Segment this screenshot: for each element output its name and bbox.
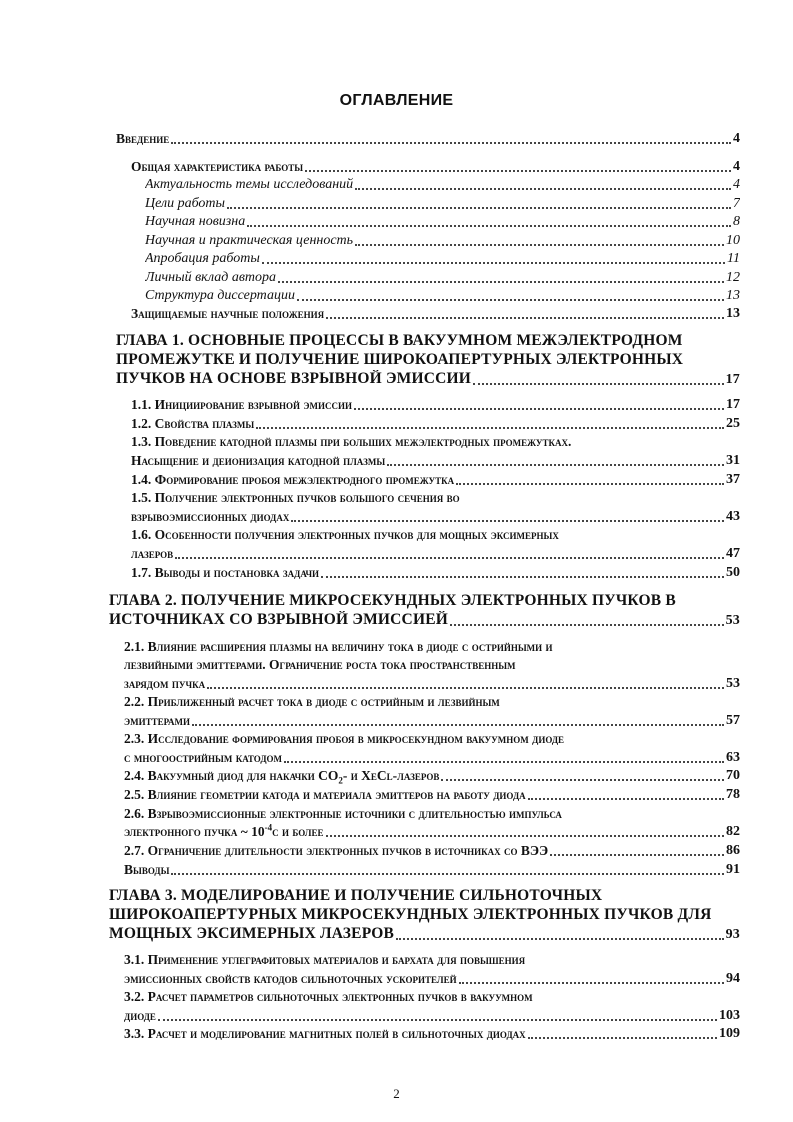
- toc-entry-relevance[interactable]: [145, 177, 740, 193]
- toc-entry-2-4[interactable]: [124, 768, 740, 784]
- toc-entry-label: с многоострийным катодом: [124, 750, 283, 765]
- toc-entry-2-2-line-1: 2.2. Приближенный расчет тока в диоде с острийным и лезвийным: [124, 694, 500, 709]
- toc-leader: [171, 132, 731, 144]
- toc-leader: [473, 373, 724, 385]
- toc-entry-page: 70: [726, 768, 740, 783]
- toc-leader: [227, 197, 731, 209]
- toc-entry-page: 43: [726, 509, 740, 524]
- toc-leader: [396, 928, 723, 940]
- toc-entry-chapter-2[interactable]: [109, 611, 740, 629]
- toc-leader: [528, 788, 724, 800]
- toc-entry-page: 13: [726, 288, 740, 303]
- page-number: 2: [393, 1086, 400, 1101]
- toc-entry-label: 1.4. Формирование пробоя межэлектродного промежутка: [131, 472, 455, 487]
- toc-entry-chapter-3[interactable]: [109, 925, 740, 943]
- toc-leader: [305, 160, 731, 172]
- toc-entry-page: 109: [719, 1026, 740, 1041]
- toc-entry-1-6-line-1: 1.6. Особенности получения электронных пучков для мощных эксимерных: [131, 527, 559, 542]
- toc-entry-label: ИСТОЧНИКАХ СО ВЗРЫВНОЙ ЭМИССИЕЙ: [109, 611, 448, 628]
- toc-entry-page: 17: [726, 397, 740, 412]
- toc-leader: [459, 972, 724, 984]
- toc-entry-3-2[interactable]: [124, 1008, 740, 1024]
- toc-entry-page: 17: [725, 372, 740, 387]
- toc-entry-page: 86: [726, 843, 740, 858]
- toc-entry-1-1[interactable]: [131, 397, 740, 413]
- toc-entry-2-1-line-1: 2.1. Влияние расширения плазмы на величину тока в диоде с острийными и: [124, 639, 553, 654]
- toc-entry-chapter-1[interactable]: [116, 370, 740, 388]
- toc-entry-label: Актуальность темы исследований: [145, 177, 354, 192]
- toc-entry-label-part: - и XeCl-лазеров: [342, 768, 440, 783]
- toc-entry-label: Научная новизна: [145, 214, 246, 229]
- toc-entry-1-2[interactable]: [131, 416, 740, 432]
- toc-entry-novelty[interactable]: [145, 214, 740, 230]
- toc-entry-page: 31: [726, 453, 740, 468]
- toc-entry-2-6-line-1: 2.6. Взрывоэмиссионные электронные источники с длительностью импульса: [124, 806, 562, 821]
- toc-entry-1-3[interactable]: [131, 453, 740, 469]
- toc-entry-page: 11: [727, 251, 740, 266]
- toc-entry-page: 25: [726, 416, 740, 431]
- toc-entry-2-5[interactable]: [124, 787, 740, 803]
- toc-leader: [278, 271, 724, 283]
- toc-entry-page: 37: [726, 472, 740, 487]
- toc-leader: [175, 547, 724, 559]
- toc-leader: [158, 1009, 717, 1021]
- toc-entry-label: Научная и практическая ценность: [145, 233, 354, 248]
- toc-entry-2-1-line-2: лезвийными эмиттерами. Ограничение роста тока пространственным: [124, 657, 516, 672]
- toc-leader: [207, 677, 724, 689]
- subscript: 2: [338, 775, 343, 784]
- toc-entry-label: Защищаемые научные положения: [131, 306, 325, 321]
- toc-entry-page: 93: [725, 927, 740, 942]
- chapter-3-title-line-1: ГЛАВА 3. МОДЕЛИРОВАНИЕ И ПОЛУЧЕНИЕ СИЛЬНОТОЧНЫХ: [109, 887, 603, 904]
- toc-entry-goals[interactable]: [145, 196, 740, 212]
- toc-entry-structure[interactable]: [145, 288, 740, 304]
- toc-leader: [321, 566, 724, 578]
- toc-entry-label: диоде: [124, 1008, 156, 1023]
- toc-entry-3-3[interactable]: [124, 1026, 740, 1042]
- chapter-1-title-line-2: ПРОМЕЖУТКЕ И ПОЛУЧЕНИЕ ШИРОКОАПЕРТУРНЫХ ЭЛЕКТРОННЫХ: [116, 351, 684, 368]
- toc-entry-label: 1.7. Выводы и постановка задачи: [131, 565, 320, 580]
- toc-entry-label-part: 2.4. Вакуумный диод для накачки CO: [124, 768, 339, 783]
- page-title: ОГЛАВЛЕНИЕ: [339, 92, 454, 109]
- toc-entry-label: зарядом пучка: [124, 676, 206, 691]
- toc-entry-page: 4: [733, 177, 740, 192]
- toc-entry-page: 57: [726, 713, 740, 728]
- toc-entry-1-4[interactable]: [131, 472, 740, 488]
- toc-entry-label: 3.3. Расчет и моделирование магнитных полей в сильноточных диодах: [124, 1026, 526, 1041]
- toc-entry-1-6[interactable]: [131, 546, 740, 562]
- toc-entry-1-5-line-1: 1.5. Получение электронных пучков большого сечения во: [131, 490, 460, 505]
- toc-leader: [171, 863, 724, 875]
- toc-entry-page: 13: [726, 306, 740, 321]
- chapter-1-title-line-1: ГЛАВА 1. ОСНОВНЫЕ ПРОЦЕССЫ В ВАКУУМНОМ МЕЖЭЛЕКТРОДНОМ: [116, 332, 683, 349]
- toc-entry-2-7[interactable]: [124, 843, 740, 859]
- toc-entry-introduction[interactable]: [116, 131, 740, 147]
- toc-entry-page: 4: [733, 131, 740, 146]
- toc-entry-label: 2.7. Ограничение длительности электронных пучков в источниках со ВЭЭ: [124, 843, 549, 858]
- chapter-2-title-line-1: ГЛАВА 2. ПОЛУЧЕНИЕ МИКРОСЕКУНДНЫХ ЭЛЕКТРОННЫХ ПУЧКОВ В: [109, 592, 676, 609]
- toc-entry-approbation[interactable]: [145, 251, 740, 267]
- toc-entry-label: Насыщение и деионизация катодной плазмы: [131, 453, 386, 468]
- toc-leader: [291, 510, 724, 522]
- toc-entry-page: 94: [726, 971, 740, 986]
- toc-entry-2-3-line-1: 2.3. Исследование формирования пробоя в микросекундном вакуумном диоде: [124, 731, 565, 746]
- toc-entry-1-5[interactable]: [131, 509, 740, 525]
- toc-entry-defended-positions[interactable]: [131, 306, 740, 322]
- toc-entry-label: лазеров: [131, 546, 174, 561]
- toc-entry-page: 7: [733, 196, 740, 211]
- toc-entry-3-1[interactable]: [124, 971, 740, 987]
- toc-entry-label: Цели работы: [145, 196, 226, 211]
- toc-leader: [284, 751, 724, 763]
- toc-entry-page: 63: [726, 750, 740, 765]
- toc-leader: [297, 289, 724, 301]
- chapter-3-title-line-2: ШИРОКОАПЕРТУРНЫХ МИКРОСЕКУНДНЫХ ЭЛЕКТРОННЫХ ПУЧКОВ ДЛЯ: [109, 906, 712, 923]
- toc-entry-label: [124, 824, 324, 840]
- toc-leader: [326, 825, 724, 837]
- toc-entry-overview[interactable]: [131, 159, 740, 175]
- toc-entry-2-conclusions[interactable]: [124, 862, 740, 878]
- toc-entry-page: 12: [726, 270, 740, 285]
- toc-leader: [354, 398, 724, 410]
- toc-entry-3-2-line-1: 3.2. Расчет параметров сильноточных электронных пучков в вакуумном: [124, 989, 533, 1004]
- toc-entry-2-2[interactable]: [124, 713, 740, 729]
- toc-leader: [355, 178, 731, 190]
- toc-entry-label: Апробация работы: [145, 251, 260, 266]
- toc-entry-page: 78: [726, 787, 740, 802]
- toc-entry-page: 4: [733, 159, 740, 174]
- toc-entry-label: эмиттерами: [124, 713, 190, 728]
- toc-leader: [441, 769, 724, 781]
- toc-entry-1-3-line-1: 1.3. Поведение катодной плазмы при больших межэлектродных промежутках.: [131, 434, 572, 449]
- toc-entry-page: 53: [725, 613, 740, 628]
- toc-entry-label: Введение: [116, 131, 170, 146]
- toc-leader: [326, 307, 724, 319]
- toc-leader: [387, 454, 724, 466]
- toc-entry-page: 47: [726, 546, 740, 561]
- toc-entry-page: 10: [726, 233, 740, 248]
- toc-entry-2-1[interactable]: [124, 676, 740, 692]
- toc-entry-label: эмиссионных свойств катодов сильноточных ускорителей: [124, 971, 457, 986]
- toc-leader: [355, 234, 724, 246]
- toc-entry-label: [124, 768, 439, 784]
- toc-entry-label: 2.5. Влияние геометрии катода и материала эмиттеров на работу диода: [124, 787, 526, 802]
- toc-entry-label: Структура диссертации: [145, 288, 295, 303]
- toc-leader: [528, 1027, 717, 1039]
- toc-entry-label: взрывоэмиссионных диодах: [131, 509, 290, 524]
- toc-entry-label: ПУЧКОВ НА ОСНОВЕ ВЗРЫВНОЙ ЭМИССИИ: [116, 370, 472, 387]
- toc-entry-label: Выводы: [124, 862, 170, 877]
- toc-entry-label-part: с и более: [272, 824, 324, 839]
- toc-entry-page: 91: [726, 862, 740, 877]
- toc-entry-page: 53: [726, 676, 740, 691]
- toc-leader: [456, 473, 724, 485]
- toc-entry-value[interactable]: [145, 233, 740, 249]
- toc-leader: [550, 844, 724, 856]
- toc-entry-page: 8: [733, 214, 740, 229]
- superscript: -4: [264, 824, 273, 833]
- toc-entry-label: МОЩНЫХ ЭКСИМЕРНЫХ ЛАЗЕРОВ: [109, 925, 395, 942]
- toc-leader: [450, 614, 724, 626]
- toc-entry-1-7[interactable]: [131, 565, 740, 581]
- toc-entry-2-6[interactable]: [124, 824, 740, 840]
- toc-entry-label: 1.1. Инициирование взрывной эмиссии: [131, 397, 352, 412]
- toc-leader: [262, 252, 725, 264]
- toc-entry-page: 82: [726, 824, 740, 839]
- toc-leader: [247, 215, 731, 227]
- toc-leader: [192, 714, 724, 726]
- toc-entry-label: Общая характеристика работы: [131, 159, 304, 174]
- toc-leader: [256, 417, 724, 429]
- toc-entry-label-part: электронного пучка ~ 10: [124, 824, 265, 839]
- toc-entry-label: Личный вклад автора: [145, 270, 277, 285]
- toc-entry-3-1-line-1: 3.1. Применение углеграфитовых материалов и бархата для повышения: [124, 952, 526, 967]
- toc-entry-page: 103: [719, 1008, 740, 1023]
- toc-entry-2-3[interactable]: [124, 750, 740, 766]
- toc-entry-label: 1.2. Свойства плазмы: [131, 416, 255, 431]
- toc-entry-contribution[interactable]: [145, 270, 740, 286]
- toc-entry-page: 50: [726, 565, 740, 580]
